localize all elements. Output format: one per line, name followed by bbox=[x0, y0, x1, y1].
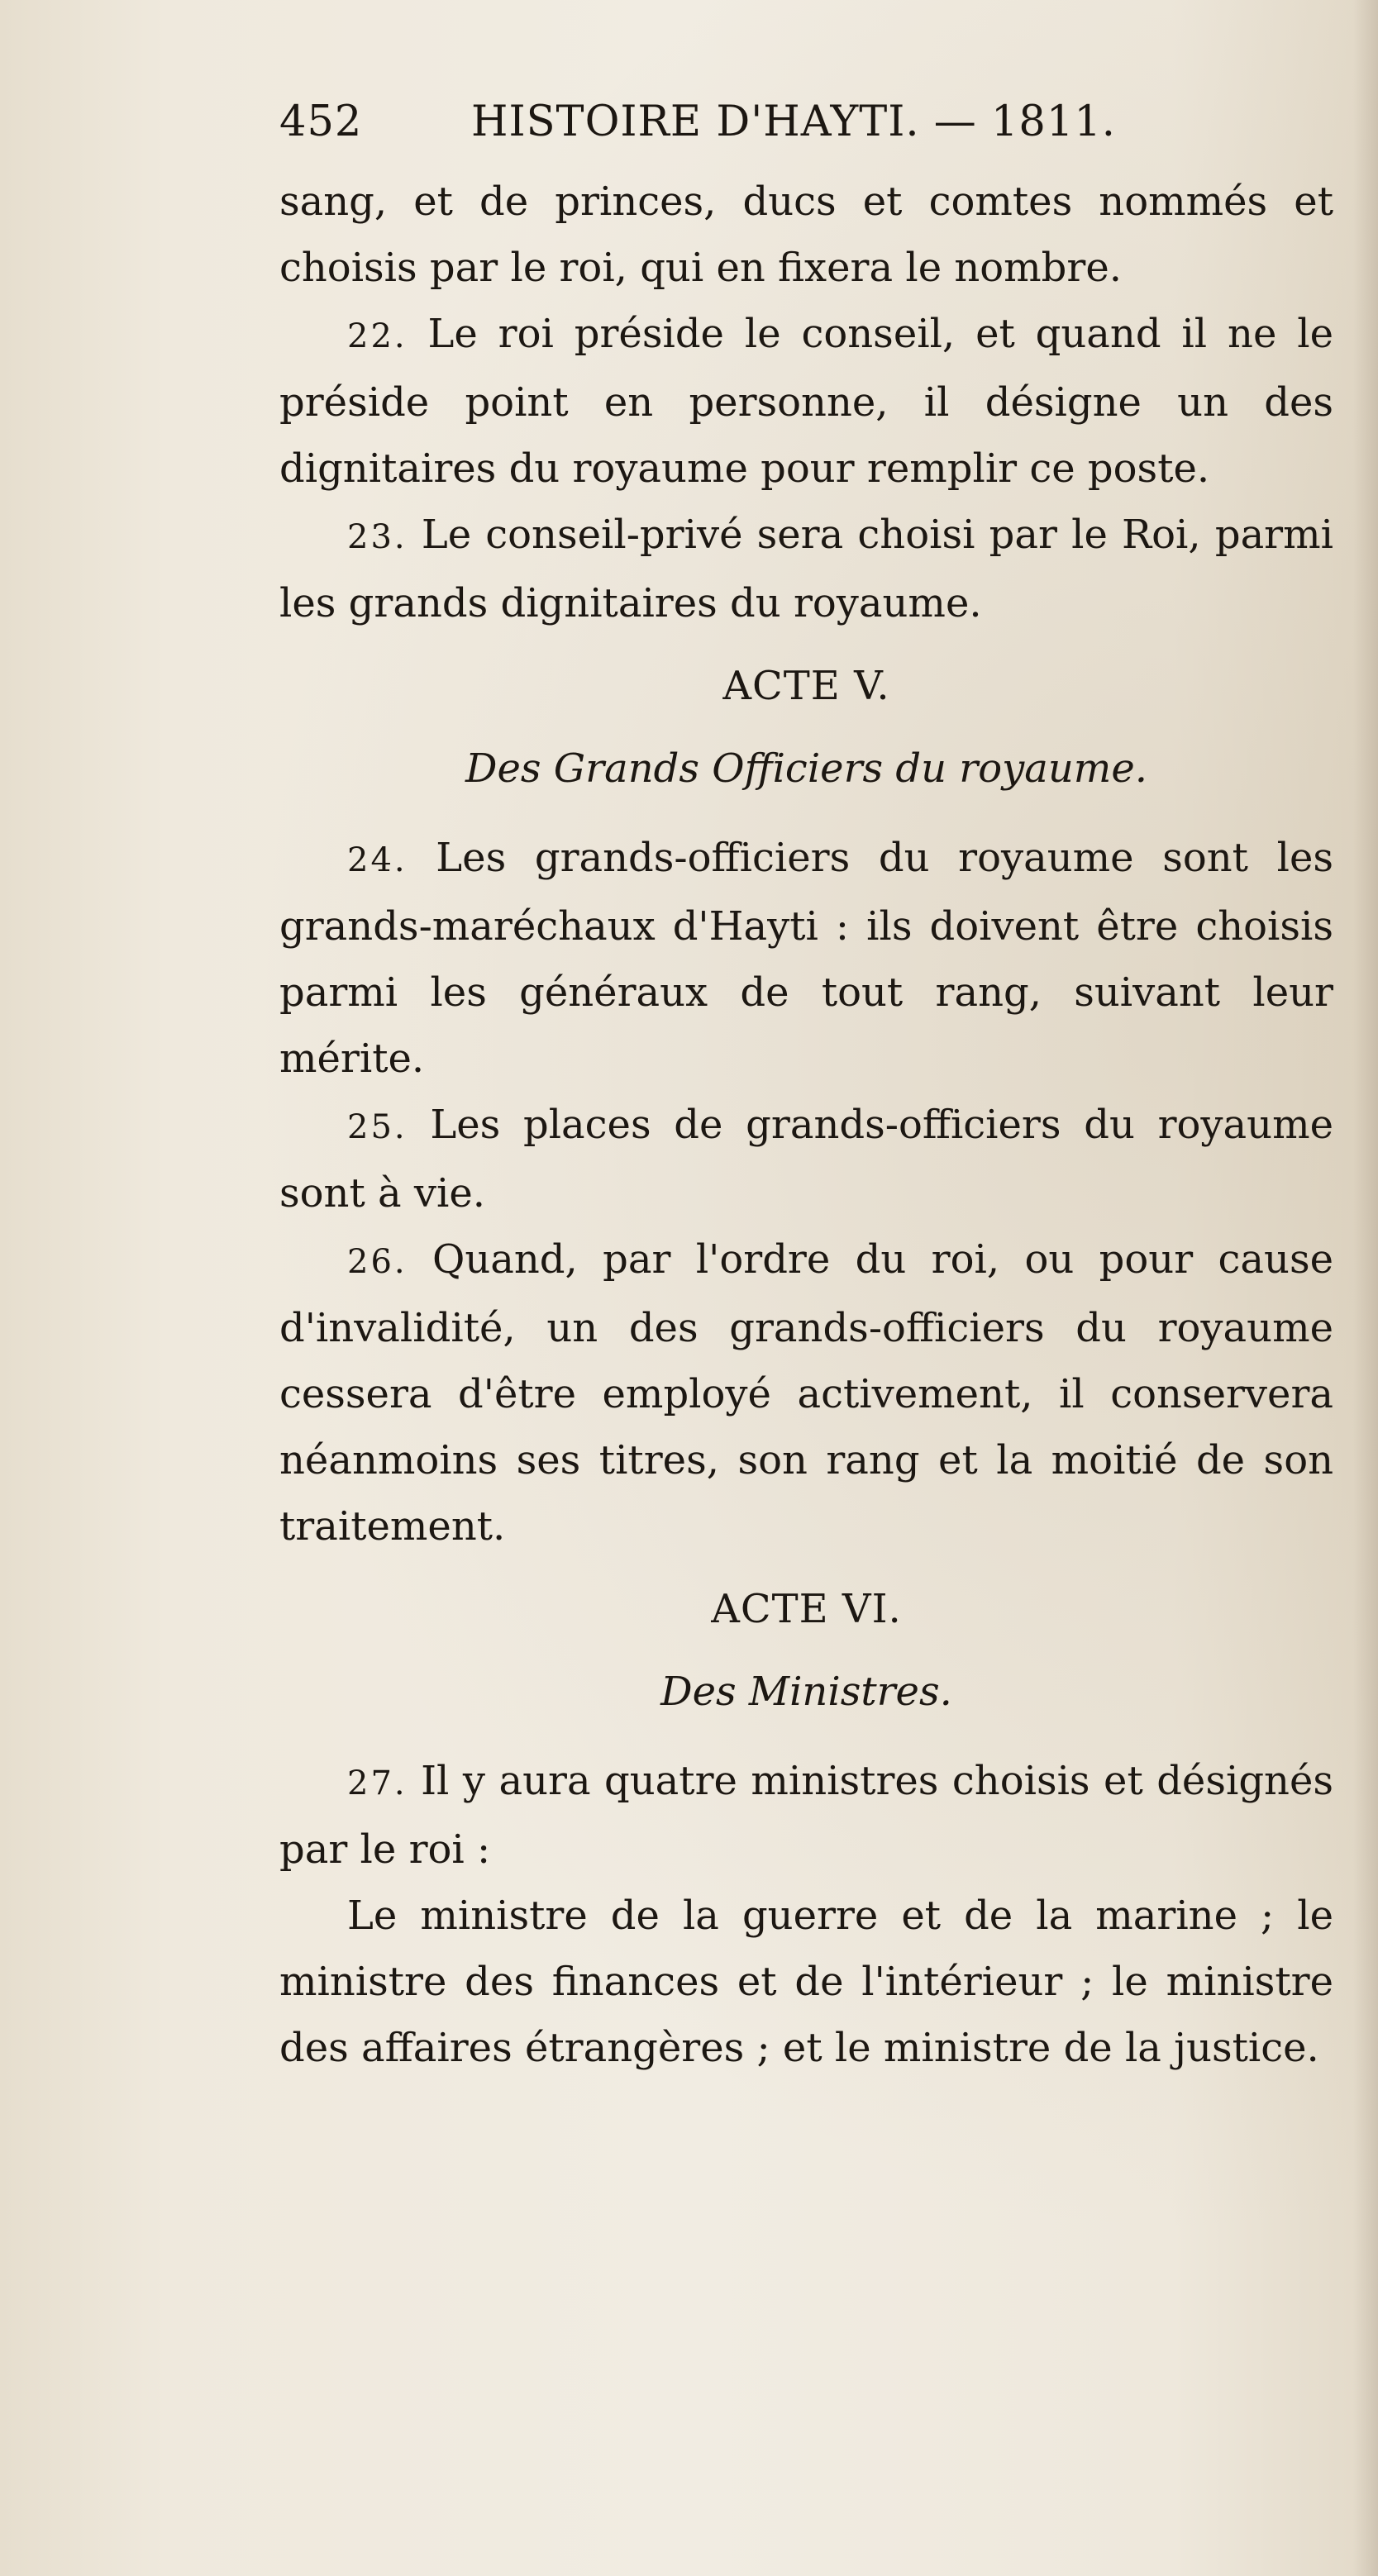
article-text: Il y aura quatre ministres choisis et désignés par le roi : bbox=[279, 1758, 1333, 1873]
section-heading-acte-v: ACTE V. bbox=[722, 663, 890, 709]
article-23 bbox=[279, 502, 1333, 636]
section-subtitle-ministres: Des Ministres. bbox=[660, 1669, 952, 1715]
article-number: 25. bbox=[347, 1108, 408, 1146]
article-number: 23. bbox=[347, 518, 408, 556]
article-text: Les grands-officiers du royaume sont les grands-maréchaux d'Hayti : ils doivent être choisis parmi les généraux de tout rang, suivant leur mérite. bbox=[279, 835, 1333, 1082]
article-27 bbox=[279, 1748, 1333, 1883]
body-text bbox=[279, 169, 1333, 2081]
running-head bbox=[279, 91, 1168, 157]
article-24 bbox=[279, 825, 1333, 1092]
article-22 bbox=[279, 301, 1333, 502]
article-number: 22. bbox=[347, 317, 408, 355]
article-text: Le ministre de la guerre et de la marine ; le ministre des finances et de l'intérieur ; le ministre des affaires étrangères ; et le ministre de la justice. bbox=[279, 1893, 1333, 2071]
article-text: Quand, par l'ordre du roi, ou pour cause d'invalidité, un des grands-officiers du royaume cessera d'être employé activement, il conservera néanmoins ses titres, son rang et la moitié de son traitement. bbox=[279, 1236, 1333, 1550]
article-26 bbox=[279, 1226, 1333, 1559]
section-heading-acte-vi: ACTE VI. bbox=[711, 1586, 902, 1632]
article-27-continuation bbox=[279, 1883, 1333, 2081]
article-number: 24. bbox=[347, 841, 408, 879]
article-25 bbox=[279, 1092, 1333, 1226]
page-number: 452 bbox=[279, 98, 363, 146]
article-text: Le conseil-privé sera choisi par le Roi, parmi les grands dignitaires du royaume. bbox=[279, 512, 1333, 626]
paragraph-text: sang, et de princes, ducs et comtes nommés et choisis par le roi, qui en fixera le nombre. bbox=[279, 179, 1333, 291]
article-text: Les places de grands-officiers du royaume sont à vie. bbox=[279, 1102, 1333, 1217]
article-number: 26. bbox=[347, 1243, 408, 1281]
article-number: 27. bbox=[347, 1764, 408, 1802]
article-text: Le roi préside le conseil, et quand il ne le préside point en personne, il désigne un des dignitaires du royaume pour remplir ce poste. bbox=[279, 311, 1333, 492]
page-spine-shadow bbox=[1353, 0, 1378, 2576]
running-title: HISTOIRE D'HAYTI. — 1811. bbox=[471, 98, 1116, 146]
paragraph-continuation bbox=[279, 169, 1333, 301]
section-subtitle-grands-officiers: Des Grands Officiers du royaume. bbox=[465, 745, 1147, 792]
